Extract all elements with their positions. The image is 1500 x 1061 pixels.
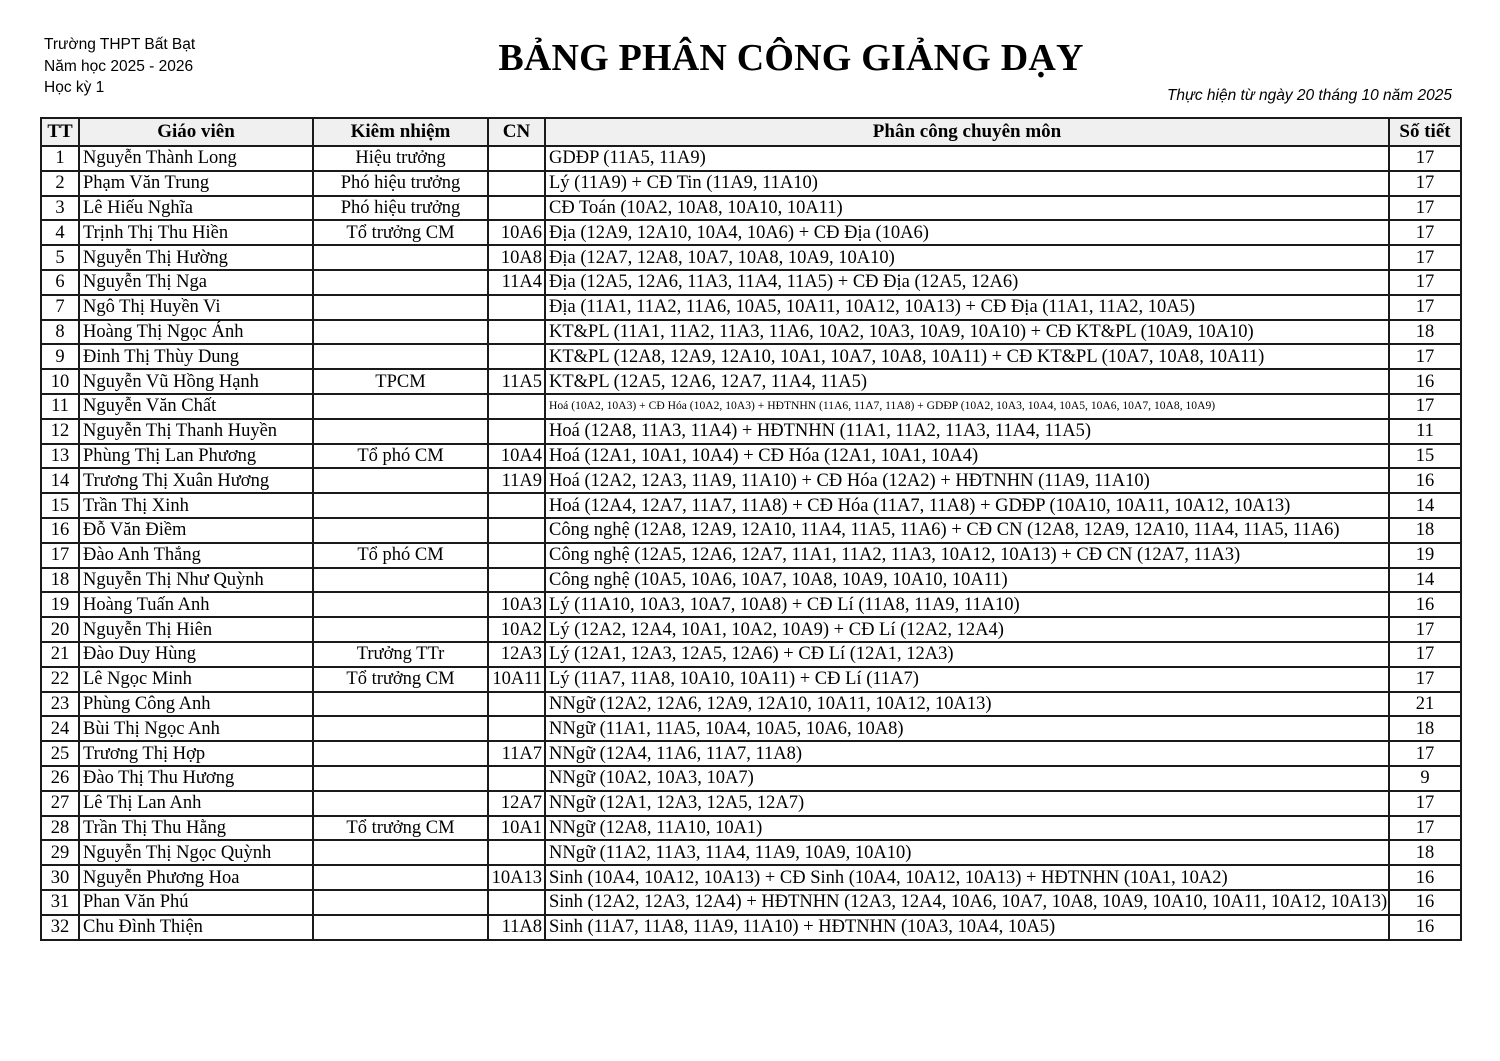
cell-assignment: NNgữ (11A2, 11A3, 11A4, 11A9, 10A9, 10A10) — [545, 840, 1389, 865]
cell-homeroom-class: 11A9 — [488, 468, 545, 493]
cell-assignment: Địa (12A9, 12A10, 10A4, 10A6) + CĐ Địa (10A6) — [545, 220, 1389, 245]
cell-assignment: NNgữ (12A1, 12A3, 12A5, 12A7) — [545, 791, 1389, 816]
cell-homeroom-class: 10A8 — [488, 245, 545, 270]
cell-teacher-name: Đinh Thị Thùy Dung — [79, 344, 313, 369]
cell-periods: 18 — [1389, 320, 1461, 345]
cell-homeroom-class: 10A11 — [488, 667, 545, 692]
column-header-homeroom: CN — [488, 118, 545, 146]
cell-periods: 17 — [1389, 295, 1461, 320]
cell-homeroom-class: 12A7 — [488, 791, 545, 816]
cell-homeroom-class — [488, 196, 545, 221]
cell-periods: 11 — [1389, 419, 1461, 444]
table-row — [41, 543, 1461, 568]
cell-concurrent-role — [313, 766, 488, 791]
cell-tt: 28 — [41, 816, 79, 841]
cell-homeroom-class: 10A1 — [488, 816, 545, 841]
table-row — [41, 568, 1461, 593]
cell-tt: 15 — [41, 493, 79, 518]
cell-homeroom-class — [488, 344, 545, 369]
cell-assignment: Lý (11A10, 10A3, 10A7, 10A8) + CĐ Lí (11A8, 11A9, 11A10) — [545, 592, 1389, 617]
cell-concurrent-role: Phó hiệu trưởng — [313, 171, 488, 196]
cell-tt: 23 — [41, 692, 79, 717]
cell-teacher-name: Nguyễn Thị Như Quỳnh — [79, 568, 313, 593]
cell-periods: 17 — [1389, 196, 1461, 221]
cell-periods: 14 — [1389, 568, 1461, 593]
cell-teacher-name: Phùng Công Anh — [79, 692, 313, 717]
cell-tt: 5 — [41, 245, 79, 270]
cell-homeroom-class — [488, 890, 545, 915]
cell-teacher-name: Đào Anh Thắng — [79, 543, 313, 568]
cell-concurrent-role — [313, 394, 488, 419]
cell-teacher-name: Nguyễn Thị Nga — [79, 270, 313, 295]
cell-assignment: Địa (12A7, 12A8, 10A7, 10A8, 10A9, 10A10) — [545, 245, 1389, 270]
cell-teacher-name: Phạm Văn Trung — [79, 171, 313, 196]
cell-teacher-name: Nguyễn Vũ Hồng Hạnh — [79, 369, 313, 394]
cell-homeroom-class: 10A13 — [488, 865, 545, 890]
cell-assignment: Lý (11A9) + CĐ Tin (11A9, 11A10) — [545, 171, 1389, 196]
table-row — [41, 171, 1461, 196]
cell-teacher-name: Trương Thị Hợp — [79, 741, 313, 766]
cell-periods: 17 — [1389, 642, 1461, 667]
cell-assignment: Hoá (12A4, 12A7, 11A7, 11A8) + CĐ Hóa (11A7, 11A8) + GDĐP (10A10, 10A11, 10A12, 10A13) — [545, 493, 1389, 518]
cell-periods: 16 — [1389, 592, 1461, 617]
cell-homeroom-class — [488, 840, 545, 865]
cell-assignment: Hoá (10A2, 10A3) + CĐ Hóa (10A2, 10A3) + HĐTNHN (11A6, 11A7, 11A8) + GDĐP (10A2, 10A3, 10A4, 10A5, 10A6, 10A7, 10A8, 10A9) — [545, 394, 1389, 419]
cell-tt: 21 — [41, 642, 79, 667]
cell-homeroom-class: 12A3 — [488, 642, 545, 667]
cell-teacher-name: Phùng Thị Lan Phương — [79, 444, 313, 469]
table-row — [41, 692, 1461, 717]
cell-tt: 32 — [41, 915, 79, 940]
table-body — [41, 146, 1461, 940]
cell-periods: 16 — [1389, 468, 1461, 493]
column-header-tt: TT — [41, 118, 79, 146]
cell-assignment: Lý (12A1, 12A3, 12A5, 12A6) + CĐ Lí (12A1, 12A3) — [545, 642, 1389, 667]
cell-teacher-name: Lê Hiếu Nghĩa — [79, 196, 313, 221]
cell-teacher-name: Nguyễn Thị Hiên — [79, 617, 313, 642]
cell-concurrent-role — [313, 716, 488, 741]
cell-tt: 19 — [41, 592, 79, 617]
cell-teacher-name: Chu Đình Thiện — [79, 915, 313, 940]
table-row — [41, 642, 1461, 667]
cell-concurrent-role — [313, 568, 488, 593]
cell-periods: 17 — [1389, 617, 1461, 642]
cell-concurrent-role — [313, 344, 488, 369]
teaching-assignment-table — [40, 117, 1462, 941]
cell-homeroom-class — [488, 394, 545, 419]
cell-assignment: GDĐP (11A5, 11A9) — [545, 146, 1389, 171]
cell-tt: 27 — [41, 791, 79, 816]
cell-tt: 26 — [41, 766, 79, 791]
table-row — [41, 890, 1461, 915]
column-header-concurrent-role: Kiêm nhiệm — [313, 118, 488, 146]
cell-teacher-name: Bùi Thị Ngọc Anh — [79, 716, 313, 741]
table-row — [41, 220, 1461, 245]
cell-assignment: Địa (12A5, 12A6, 11A3, 11A4, 11A5) + CĐ Địa (12A5, 12A6) — [545, 270, 1389, 295]
cell-assignment: KT&PL (11A1, 11A2, 11A3, 11A6, 10A2, 10A3, 10A9, 10A10) + CĐ KT&PL (10A9, 10A10) — [545, 320, 1389, 345]
cell-concurrent-role: Trưởng TTr — [313, 642, 488, 667]
cell-teacher-name: Trương Thị Xuân Hương — [79, 468, 313, 493]
cell-periods: 15 — [1389, 444, 1461, 469]
cell-concurrent-role — [313, 468, 488, 493]
cell-homeroom-class: 11A4 — [488, 270, 545, 295]
cell-periods: 18 — [1389, 840, 1461, 865]
cell-teacher-name: Đào Duy Hùng — [79, 642, 313, 667]
cell-concurrent-role — [313, 692, 488, 717]
cell-concurrent-role — [313, 840, 488, 865]
cell-homeroom-class: 10A6 — [488, 220, 545, 245]
cell-periods: 17 — [1389, 270, 1461, 295]
cell-homeroom-class — [488, 171, 545, 196]
cell-assignment: NNgữ (11A1, 11A5, 10A4, 10A5, 10A6, 10A8) — [545, 716, 1389, 741]
cell-tt: 30 — [41, 865, 79, 890]
column-header-assignment: Phân công chuyên môn — [545, 118, 1389, 146]
cell-assignment: NNgữ (10A2, 10A3, 10A7) — [545, 766, 1389, 791]
cell-periods: 17 — [1389, 344, 1461, 369]
cell-concurrent-role: Tổ phó CM — [313, 444, 488, 469]
cell-concurrent-role — [313, 617, 488, 642]
cell-concurrent-role — [313, 493, 488, 518]
cell-periods: 16 — [1389, 890, 1461, 915]
table-row — [41, 344, 1461, 369]
cell-homeroom-class — [488, 568, 545, 593]
cell-assignment: Địa (11A1, 11A2, 11A6, 10A5, 10A11, 10A12, 10A13) + CĐ Địa (11A1, 11A2, 10A5) — [545, 295, 1389, 320]
table-row — [41, 816, 1461, 841]
cell-concurrent-role: Tổ phó CM — [313, 543, 488, 568]
cell-tt: 4 — [41, 220, 79, 245]
cell-tt: 2 — [41, 171, 79, 196]
table-row — [41, 270, 1461, 295]
cell-periods: 17 — [1389, 394, 1461, 419]
cell-tt: 11 — [41, 394, 79, 419]
cell-tt: 24 — [41, 716, 79, 741]
table-header-row — [41, 118, 1461, 146]
cell-assignment: NNgữ (12A2, 12A6, 12A9, 12A10, 10A11, 10A12, 10A13) — [545, 692, 1389, 717]
table-row — [41, 840, 1461, 865]
cell-homeroom-class: 11A8 — [488, 915, 545, 940]
table-row — [41, 766, 1461, 791]
cell-tt: 8 — [41, 320, 79, 345]
cell-periods: 21 — [1389, 692, 1461, 717]
effective-date: Thực hiện từ ngày 20 tháng 10 năm 2025 — [1166, 87, 1452, 104]
cell-tt: 13 — [41, 444, 79, 469]
cell-teacher-name: Trần Thị Xinh — [79, 493, 313, 518]
cell-concurrent-role — [313, 270, 488, 295]
cell-assignment: Công nghệ (12A8, 12A9, 12A10, 11A4, 11A5, 11A6) + CĐ CN (12A8, 12A9, 12A10, 11A4, 11A5, 11A6) — [545, 518, 1389, 543]
table-row — [41, 617, 1461, 642]
semester: Học kỳ 1 — [44, 79, 105, 96]
cell-assignment: Sinh (10A4, 10A12, 10A13) + CĐ Sinh (10A4, 10A12, 10A13) + HĐTNHN (10A1, 10A2) — [545, 865, 1389, 890]
cell-assignment: NNgữ (12A8, 11A10, 10A1) — [545, 816, 1389, 841]
cell-tt: 22 — [41, 667, 79, 692]
cell-homeroom-class — [488, 320, 545, 345]
table-row — [41, 716, 1461, 741]
document-title: BẢNG PHÂN CÔNG GIẢNG DẠY — [498, 37, 1084, 79]
cell-homeroom-class — [488, 295, 545, 320]
cell-homeroom-class — [488, 543, 545, 568]
table-row — [41, 865, 1461, 890]
cell-periods: 9 — [1389, 766, 1461, 791]
cell-periods: 18 — [1389, 518, 1461, 543]
cell-tt: 31 — [41, 890, 79, 915]
cell-periods: 17 — [1389, 816, 1461, 841]
cell-periods: 17 — [1389, 667, 1461, 692]
cell-tt: 6 — [41, 270, 79, 295]
cell-assignment: KT&PL (12A5, 12A6, 12A7, 11A4, 11A5) — [545, 369, 1389, 394]
cell-teacher-name: Trịnh Thị Thu Hiền — [79, 220, 313, 245]
cell-tt: 29 — [41, 840, 79, 865]
cell-periods: 17 — [1389, 220, 1461, 245]
column-header-teacher: Giáo viên — [79, 118, 313, 146]
cell-tt: 16 — [41, 518, 79, 543]
cell-teacher-name: Hoàng Thị Ngọc Ánh — [79, 320, 313, 345]
cell-tt: 12 — [41, 419, 79, 444]
table-row — [41, 196, 1461, 221]
cell-tt: 3 — [41, 196, 79, 221]
cell-teacher-name: Nguyễn Thị Ngọc Quỳnh — [79, 840, 313, 865]
cell-assignment: Lý (11A7, 11A8, 10A10, 10A11) + CĐ Lí (11A7) — [545, 667, 1389, 692]
cell-homeroom-class — [488, 419, 545, 444]
cell-teacher-name: Đào Thị Thu Hương — [79, 766, 313, 791]
cell-homeroom-class — [488, 493, 545, 518]
cell-concurrent-role: Tổ trưởng CM — [313, 667, 488, 692]
cell-tt: 20 — [41, 617, 79, 642]
cell-tt: 1 — [41, 146, 79, 171]
cell-teacher-name: Nguyễn Văn Chất — [79, 394, 313, 419]
cell-concurrent-role — [313, 245, 488, 270]
cell-assignment: Sinh (11A7, 11A8, 11A9, 11A10) + HĐTNHN (10A3, 10A4, 10A5) — [545, 915, 1389, 940]
cell-teacher-name: Trần Thị Thu Hằng — [79, 816, 313, 841]
cell-periods: 17 — [1389, 791, 1461, 816]
cell-teacher-name: Ngô Thị Huyền Vi — [79, 295, 313, 320]
cell-teacher-name: Nguyễn Thành Long — [79, 146, 313, 171]
cell-tt: 18 — [41, 568, 79, 593]
cell-concurrent-role — [313, 320, 488, 345]
cell-tt: 14 — [41, 468, 79, 493]
school-year: Năm học 2025 - 2026 — [44, 57, 194, 75]
cell-assignment: NNgữ (12A4, 11A6, 11A7, 11A8) — [545, 741, 1389, 766]
table-row — [41, 493, 1461, 518]
cell-tt: 9 — [41, 344, 79, 369]
cell-teacher-name: Lê Thị Lan Anh — [79, 791, 313, 816]
cell-homeroom-class: 10A2 — [488, 617, 545, 642]
cell-concurrent-role: Tổ trưởng CM — [313, 220, 488, 245]
cell-concurrent-role — [313, 915, 488, 940]
cell-periods: 16 — [1389, 915, 1461, 940]
cell-concurrent-role: TPCM — [313, 369, 488, 394]
table-row — [41, 394, 1461, 419]
cell-assignment: Công nghệ (10A5, 10A6, 10A7, 10A8, 10A9, 10A10, 10A11) — [545, 568, 1389, 593]
cell-concurrent-role — [313, 295, 488, 320]
table-row — [41, 791, 1461, 816]
cell-tt: 10 — [41, 369, 79, 394]
cell-homeroom-class: 11A5 — [488, 369, 545, 394]
cell-homeroom-class: 10A3 — [488, 592, 545, 617]
cell-assignment: Công nghệ (12A5, 12A6, 12A7, 11A1, 11A2, 11A3, 10A12, 10A13) + CĐ CN (12A7, 11A3) — [545, 543, 1389, 568]
cell-tt: 25 — [41, 741, 79, 766]
table-row — [41, 320, 1461, 345]
cell-periods: 16 — [1389, 865, 1461, 890]
cell-homeroom-class — [488, 692, 545, 717]
cell-assignment: Hoá (12A8, 11A3, 11A4) + HĐTNHN (11A1, 11A2, 11A3, 11A4, 11A5) — [545, 419, 1389, 444]
cell-periods: 14 — [1389, 493, 1461, 518]
table-row — [41, 667, 1461, 692]
cell-concurrent-role — [313, 890, 488, 915]
cell-homeroom-class — [488, 766, 545, 791]
cell-teacher-name: Lê Ngọc Minh — [79, 667, 313, 692]
cell-assignment: Sinh (12A2, 12A3, 12A4) + HĐTNHN (12A3, 12A4, 10A6, 10A7, 10A8, 10A9, 10A10, 10A11, 10A12, 10A13) — [545, 890, 1389, 915]
table-row — [41, 245, 1461, 270]
table-row — [41, 915, 1461, 940]
table-row — [41, 295, 1461, 320]
cell-assignment: Hoá (12A2, 12A3, 11A9, 11A10) + CĐ Hóa (12A2) + HĐTNHN (11A9, 11A10) — [545, 468, 1389, 493]
cell-concurrent-role — [313, 518, 488, 543]
cell-teacher-name: Phan Văn Phú — [79, 890, 313, 915]
cell-assignment: KT&PL (12A8, 12A9, 12A10, 10A1, 10A7, 10A8, 10A11) + CĐ KT&PL (10A7, 10A8, 10A11) — [545, 344, 1389, 369]
cell-periods: 17 — [1389, 245, 1461, 270]
cell-teacher-name: Nguyễn Thị Hường — [79, 245, 313, 270]
table-row — [41, 592, 1461, 617]
cell-concurrent-role: Hiệu trưởng — [313, 146, 488, 171]
cell-periods: 17 — [1389, 146, 1461, 171]
cell-concurrent-role — [313, 791, 488, 816]
cell-periods: 17 — [1389, 171, 1461, 196]
cell-concurrent-role — [313, 592, 488, 617]
cell-periods: 16 — [1389, 369, 1461, 394]
cell-concurrent-role: Tổ trưởng CM — [313, 816, 488, 841]
cell-tt: 17 — [41, 543, 79, 568]
cell-concurrent-role — [313, 419, 488, 444]
table-row — [41, 518, 1461, 543]
cell-concurrent-role — [313, 741, 488, 766]
cell-periods: 19 — [1389, 543, 1461, 568]
cell-assignment: CĐ Toán (10A2, 10A8, 10A10, 10A11) — [545, 196, 1389, 221]
column-header-periods: Số tiết — [1389, 118, 1461, 146]
cell-tt: 7 — [41, 295, 79, 320]
cell-teacher-name: Nguyễn Thị Thanh Huyền — [79, 419, 313, 444]
cell-homeroom-class: 11A7 — [488, 741, 545, 766]
cell-homeroom-class: 10A4 — [488, 444, 545, 469]
cell-teacher-name: Đỗ Văn Điềm — [79, 518, 313, 543]
cell-assignment: Hoá (12A1, 10A1, 10A4) + CĐ Hóa (12A1, 10A1, 10A4) — [545, 444, 1389, 469]
table-row — [41, 419, 1461, 444]
table-row — [41, 444, 1461, 469]
cell-homeroom-class — [488, 146, 545, 171]
cell-homeroom-class — [488, 716, 545, 741]
cell-teacher-name: Hoàng Tuấn Anh — [79, 592, 313, 617]
table-row — [41, 468, 1461, 493]
table-row — [41, 741, 1461, 766]
table-row — [41, 146, 1461, 171]
cell-homeroom-class — [488, 518, 545, 543]
cell-concurrent-role: Phó hiệu trưởng — [313, 196, 488, 221]
cell-periods: 17 — [1389, 741, 1461, 766]
cell-concurrent-role — [313, 865, 488, 890]
cell-teacher-name: Nguyễn Phương Hoa — [79, 865, 313, 890]
cell-periods: 18 — [1389, 716, 1461, 741]
cell-assignment: Lý (12A2, 12A4, 10A1, 10A2, 10A9) + CĐ Lí (12A2, 12A4) — [545, 617, 1389, 642]
school-name: Trường THPT Bất Bạt — [44, 36, 196, 53]
table-row — [41, 369, 1461, 394]
